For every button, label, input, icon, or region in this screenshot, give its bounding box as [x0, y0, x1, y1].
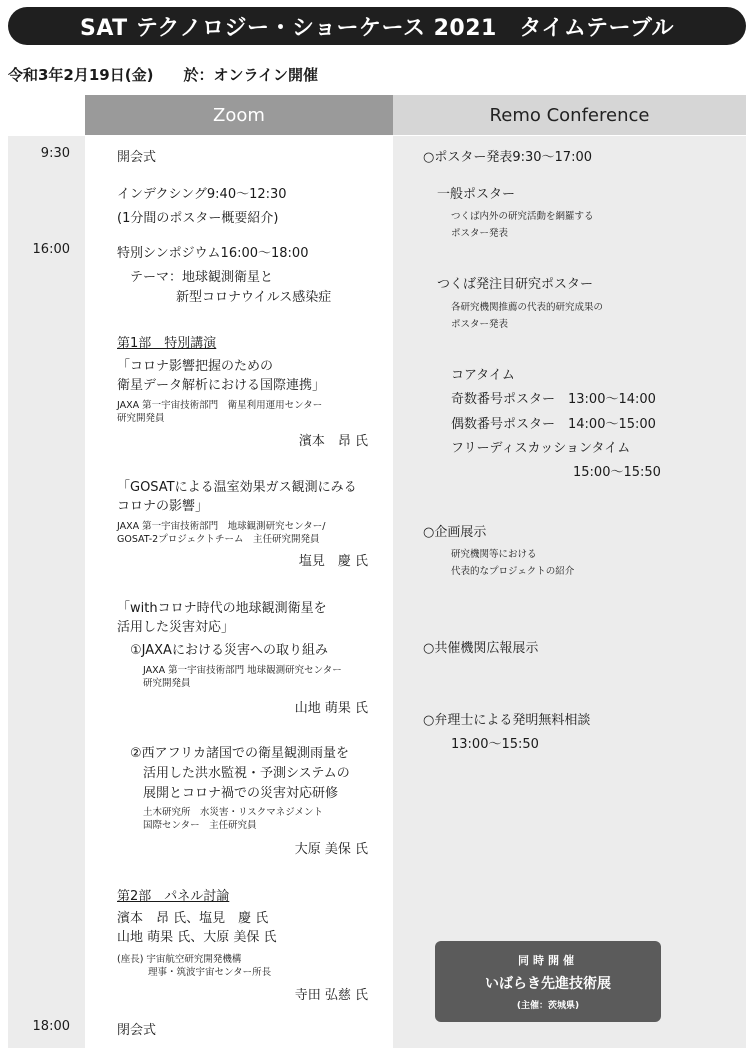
talk2-speaker: 塩見 慶 氏 — [298, 554, 368, 569]
symposium-theme-cont: 新型コロナウイルス感染症 — [176, 290, 332, 305]
talk2-affiliation: JAXA 第一宇宙技術部門 地球観測研究センター/ — [117, 521, 326, 532]
panelists-line2: 山地 萌果 氏、大原 美保 氏 — [117, 930, 277, 945]
indexing-note: (1分間のポスター概要紹介) — [117, 211, 279, 226]
talk1-affiliation-cont: 研究開発員 — [117, 413, 165, 424]
symposium-title: 特別シンポジウム16:00～18:00 — [117, 246, 309, 261]
part2-heading: 第2部 パネル討論 — [117, 889, 230, 904]
general-poster: 一般ポスター — [437, 187, 516, 202]
core-time: コアタイム — [451, 368, 515, 383]
talk1-title-cont: 衛星データ解析における国際連携」 — [117, 378, 326, 393]
talk3-sub2-title-end: 展開とコロナ禍での災害対応研修 — [143, 786, 339, 801]
talk3-sub1-title: ①JAXAにおける災害への取り組み — [130, 643, 328, 658]
free-discussion: フリーディスカッションタイム — [451, 441, 631, 456]
time-column — [8, 136, 85, 1048]
opening-ceremony: 開会式 — [117, 150, 157, 165]
general-poster-desc-cont: ポスター発表 — [451, 228, 509, 239]
talk3-title: 「withコロナ時代の地球観測衛星を — [117, 601, 327, 616]
panelists-line1: 濱本 昂 氏、塩見 慶 氏 — [117, 911, 269, 926]
poster-session: ○ポスター発表9:30～17:00 — [423, 150, 593, 165]
free-discussion-time: 15:00～15:50 — [573, 465, 661, 480]
concurrent-label: 同時開催 — [518, 954, 578, 967]
planning-exhibit-desc-cont: 代表的なプロジェクトの紹介 — [451, 566, 575, 577]
talk3-sub2-title: ②西アフリカ諸国での衛星観測雨量を — [130, 746, 350, 761]
talk3-sub1-affiliation-cont: 研究開発員 — [143, 678, 191, 689]
talk2-title-cont: コロナの影響」 — [117, 499, 209, 514]
date-venue: 令和3年2月19日(金) 於：オンライン開催 — [8, 66, 319, 84]
talk3-title-cont: 活用した災害対応」 — [117, 620, 235, 635]
talk3-sub2-speaker: 大原 美保 氏 — [294, 842, 368, 857]
patent-consultation-time: 13:00～15:50 — [451, 737, 539, 752]
concurrent-exhibit-name: いばらき先進技術展 — [485, 976, 611, 992]
tsukuba-poster-desc-cont: ポスター発表 — [451, 319, 509, 330]
tsukuba-poster-desc: 各研究機関推薦の代表的研究成果の — [451, 302, 604, 313]
cohost-exhibit: ○共催機関広報展示 — [423, 641, 539, 656]
talk3-sub1-affiliation: JAXA 第一宇宙技術部門 地球観測研究センター — [143, 665, 342, 676]
talk3-sub2-affiliation-cont: 国際センター 主任研究員 — [143, 820, 257, 831]
patent-consultation: ○弁理士による発明無料相談 — [423, 713, 591, 728]
tsukuba-poster: つくば発注目研究ポスター — [437, 277, 594, 292]
page-title: SAT テクノロジー・ショーケース 2021 タイムテーブル — [8, 7, 746, 45]
chair-name: 寺田 弘慈 氏 — [294, 988, 368, 1003]
time-1600: 16:00 — [32, 242, 70, 257]
concurrent-exhibit-host: (主催：茨城県) — [516, 1001, 580, 1011]
time-0930: 9:30 — [40, 146, 70, 161]
part1-heading: 第1部 特別講演 — [117, 336, 217, 351]
closing-ceremony: 閉会式 — [117, 1023, 157, 1038]
even-posters: 偶数番号ポスター 14:00～15:00 — [451, 417, 656, 432]
talk3-sub1-speaker: 山地 萌果 氏 — [294, 701, 368, 716]
talk2-title: 「GOSATによる温室効果ガス観測にみる — [117, 480, 357, 495]
talk3-sub2-title-cont: 活用した洪水監視・予測システムの — [143, 766, 350, 781]
talk1-speaker: 濱本 昂 氏 — [298, 434, 368, 449]
odd-posters: 奇数番号ポスター 13:00～14:00 — [451, 392, 656, 407]
concurrent-exhibit-banner — [435, 941, 661, 1022]
talk2-affiliation-cont: GOSAT-2プロジェクトチーム 主任研究開発員 — [117, 534, 320, 545]
indexing-session: インデクシング9:40～12:30 — [117, 187, 287, 202]
general-poster-desc: つくば内外の研究活動を網羅する — [451, 211, 594, 222]
planning-exhibit-desc: 研究機関等における — [451, 549, 537, 560]
talk3-sub2-affiliation: 土木研究所 水災害・リスクマネジメント — [143, 807, 324, 818]
zoom-column-header: Zoom — [85, 95, 393, 135]
symposium-theme: テーマ：地球観測衛星と — [130, 270, 274, 285]
time-1800: 18:00 — [32, 1019, 70, 1034]
talk1-affiliation: JAXA 第一宇宙技術部門 衛星利用運用センター — [117, 400, 323, 411]
chair-affiliation-cont: 理事・筑波宇宙センター所長 — [148, 967, 272, 978]
talk1-title: 「コロナ影響把握のための — [117, 359, 274, 374]
chair-affiliation: (座長) 宇宙航空研究開発機構 — [117, 954, 242, 965]
planning-exhibit: ○企画展示 — [423, 525, 487, 540]
remo-column-header: Remo Conference — [393, 95, 746, 135]
